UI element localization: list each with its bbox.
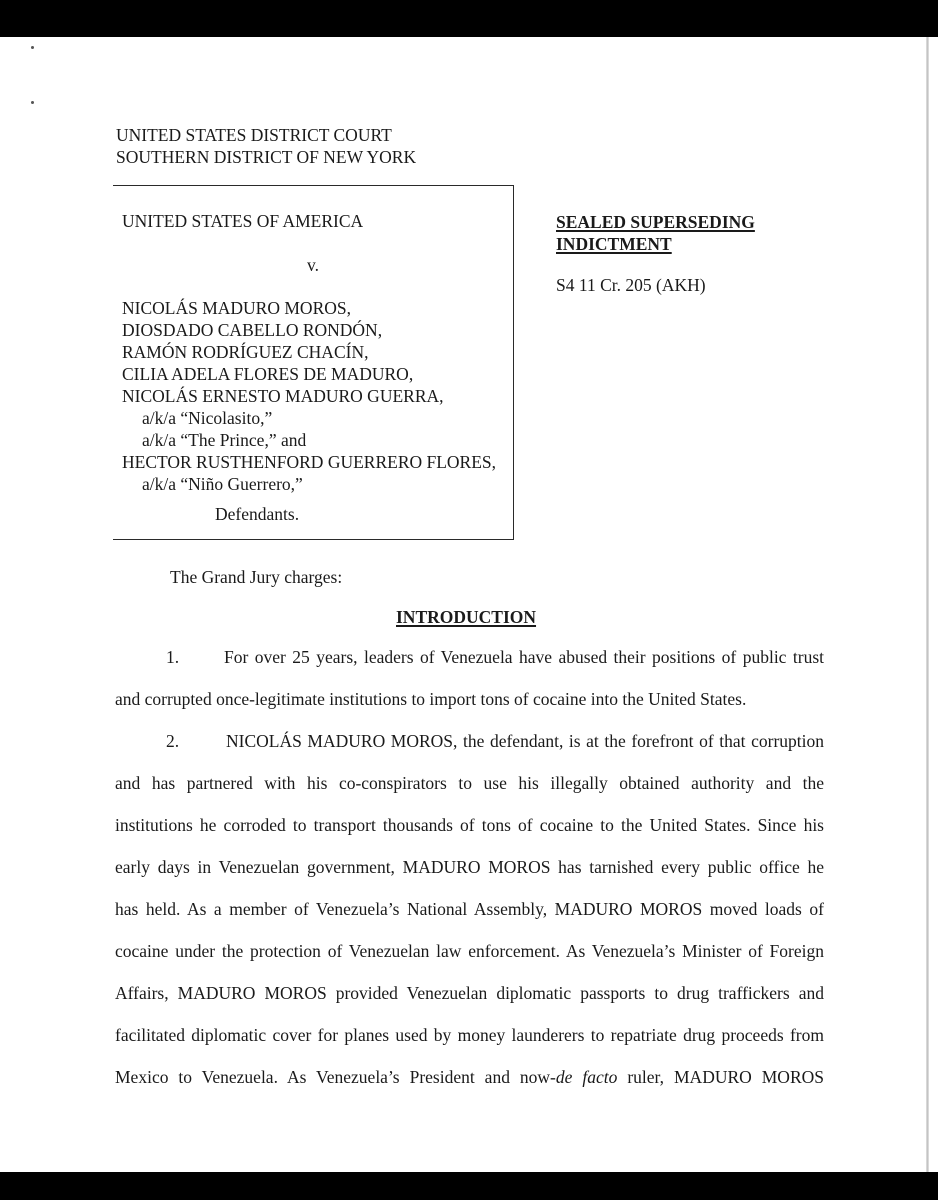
defendant-line: NICOLÁS ERNESTO MADURO GUERRA, [122, 386, 444, 406]
paragraph-line: and corrupted once-legitimate institutions to import tons of cocaine into the United States. [115, 689, 747, 709]
case-number: S4 11 Cr. 205 (AKH) [556, 275, 706, 295]
defendant-line: NICOLÁS MADURO MOROS, [122, 298, 351, 318]
paragraph-line: early days in Venezuelan government, MADURO MOROS has tarnished every public office he [115, 857, 824, 877]
defendant-alias: a/k/a “Nicolasito,” [142, 408, 273, 428]
court-district: SOUTHERN DISTRICT OF NEW YORK [116, 147, 417, 167]
page-edge-shadow [926, 37, 929, 1172]
defendants-label: Defendants. [215, 504, 300, 524]
paragraph-line: cocaine under the protection of Venezuelan law enforcement. As Venezuela’s Minister of Foreign [115, 941, 824, 961]
top-black-bar [0, 0, 938, 37]
defendant-line: CILIA ADELA FLORES DE MADURO, [122, 364, 414, 384]
paragraph-text: NICOLÁS MADURO MOROS, the defendant, is at the forefront of that corruption [226, 731, 824, 751]
paragraph-line [115, 1066, 824, 1088]
defendant-line: HECTOR RUSTHENFORD GUERRERO FLORES, [122, 452, 497, 472]
defendant-alias: a/k/a “The Prince,” and [142, 430, 307, 450]
court-name: UNITED STATES DISTRICT COURT [116, 125, 392, 145]
defendant-line: RAMÓN RODRÍGUEZ CHACÍN, [122, 342, 369, 362]
paragraph-line: and has partnered with his co-conspirators to use his illegally obtained authority and the [115, 773, 824, 793]
paragraph-number: 2. [166, 731, 180, 751]
paragraph-number: 1. [166, 647, 180, 667]
plaintiff-name: UNITED STATES OF AMERICA [122, 211, 364, 231]
paragraph-line: has held. As a member of Venezuela’s National Assembly, MADURO MOROS moved loads of [115, 899, 824, 919]
paragraph-text: ruler, MADURO MOROS [617, 1067, 824, 1087]
scan-speck [31, 101, 34, 104]
document-type-line1: SEALED SUPERSEDING [556, 212, 755, 232]
paragraph-line [166, 730, 824, 752]
defendant-alias: a/k/a “Niño Guerrero,” [142, 474, 303, 494]
bottom-black-bar [0, 1172, 938, 1200]
paragraph-line: Affairs, MADURO MOROS provided Venezuelan diplomatic passports to drug traffickers and [115, 983, 824, 1003]
paragraph-text: For over 25 years, leaders of Venezuela have abused their positions of public trust [224, 647, 824, 667]
section-heading: INTRODUCTION [396, 607, 537, 627]
document-type-line2: INDICTMENT [556, 234, 672, 254]
paragraph-text: Mexico to Venezuela. As Venezuela’s President and now- [115, 1067, 556, 1087]
paragraph-line: institutions he corroded to transport thousands of tons of cocaine to the United States. Since his [115, 815, 824, 835]
scan-speck [31, 46, 34, 49]
paragraph-line: facilitated diplomatic cover for planes used by money launderers to repatriate drug proceeds from [115, 1025, 824, 1045]
paragraph-line [166, 646, 824, 668]
court-header [116, 124, 416, 168]
versus-label: v. [307, 255, 319, 275]
charges-intro: The Grand Jury charges: [170, 567, 343, 587]
defendant-line: DIOSDADO CABELLO RONDÓN, [122, 320, 383, 340]
paragraph-italic-text: de facto [555, 1067, 618, 1087]
